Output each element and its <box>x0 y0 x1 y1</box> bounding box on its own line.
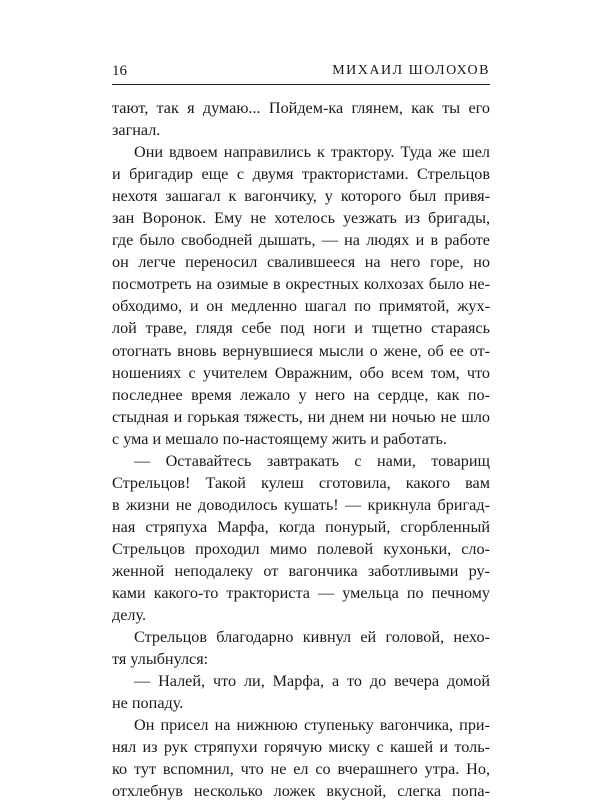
text-line: тя улыбнулся: <box>112 650 209 669</box>
text-line: и бригадир еще с двумя трактористами. Стрельцов <box>112 165 490 184</box>
book-page <box>112 62 490 801</box>
text-line: ношениях с учителем Овражним, обо всем том, что <box>112 363 490 382</box>
text-line: не попаду. <box>112 694 184 713</box>
page-number: 16 <box>112 63 127 79</box>
text-line: Стрельцов благодарно кивнул ей головой, нехо- <box>134 628 490 647</box>
text-line: женной неподалеку от вагончика заботливыми ру- <box>112 561 490 580</box>
text-line: ная стряпуха Марфа, когда понурый, сгорбленный <box>112 517 490 536</box>
text-line: Стрельцов проходил мимо полевой кухоньки, сло- <box>112 539 490 558</box>
text-line: он легче переносил свалившееся на него горе, но <box>112 253 490 272</box>
text-line: Стрельцов! Такой кулеш сготовила, какого вам <box>112 473 490 492</box>
text-line: загнал. <box>112 121 161 140</box>
running-header <box>112 62 490 85</box>
text-line: где было свободней дышать, — на людях и в работе <box>112 231 490 250</box>
text-line: посмотреть на озимые в окрестных колхозах было не- <box>112 275 490 294</box>
text-line: Они вдвоем направились к трактору. Туда же шел <box>134 143 490 162</box>
text-line: нехотя зашагал к вагончику, у которого был привя- <box>112 187 490 206</box>
text-line: Он присел на нижнюю ступеньку вагончика, при- <box>134 716 490 735</box>
text-line: отхлебнув несколько ложек вкусной, слегка попа- <box>112 782 490 801</box>
text-line: последнее время лежало у него на сердце, как по- <box>112 385 490 404</box>
text-line: в жизни не доводилось кушать! — крикнула бригад- <box>112 495 490 514</box>
text-line: ками какого-то тракториста — умельца по печному <box>112 584 490 603</box>
text-line: лой траве, глядя себе под ноги и тщетно стараясь <box>112 319 490 338</box>
text-line: нял из рук стряпухи горячую миску с кашей и толь- <box>112 738 490 757</box>
text-line: ко тут вспомнил, что не ел со вчерашнего утра. Но, <box>112 760 490 779</box>
body-text <box>112 97 490 803</box>
text-line: — Налей, что ли, Марфа, а то до вечера домой <box>134 672 490 691</box>
text-line: зан Воронок. Ему не хотелось уезжать из бригады, <box>112 209 490 228</box>
text-line: отогнать вновь вернувшиеся мысли о жене, об ее от- <box>112 341 490 360</box>
text-line: — Оставайтесь завтракать с нами, товарищ <box>134 451 490 470</box>
text-line: обходимо, и он медленно шагал по примятой, жух- <box>112 297 490 316</box>
running-header-author: МИХАИЛ ШОЛОХОВ <box>332 63 490 78</box>
text-line: с ума и мешало по-настоящему жить и работать. <box>112 429 447 448</box>
text-line: стыдная и горькая тяжесть, ни днем ни ночью не шло <box>112 407 490 426</box>
text-line: тают, так я думаю... Пойдем-ка глянем, как ты его <box>112 99 490 117</box>
text-line: делу. <box>112 606 147 625</box>
